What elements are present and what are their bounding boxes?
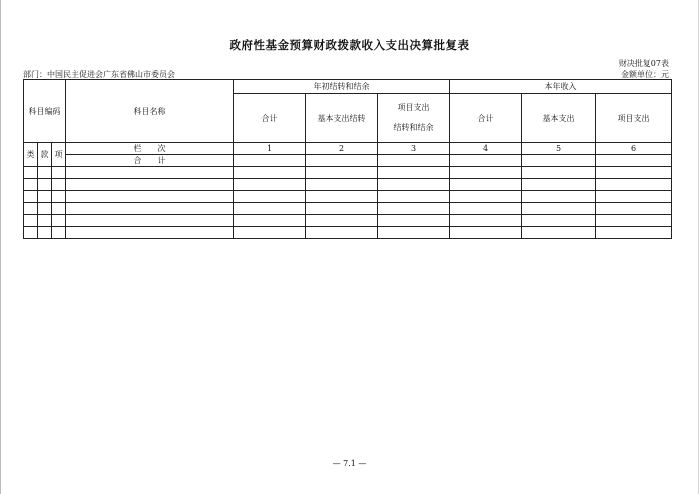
table-cell bbox=[52, 191, 66, 203]
table-cell bbox=[234, 191, 306, 203]
income-total-header: 合计 bbox=[450, 94, 522, 143]
budget-report-table bbox=[23, 79, 672, 239]
subject-name-header: 科目名称 bbox=[66, 80, 234, 143]
total-cell bbox=[378, 155, 450, 167]
kuan-header: 款 bbox=[38, 143, 52, 167]
table-cell bbox=[38, 179, 52, 191]
table-cell bbox=[596, 167, 672, 179]
begin-balance-group-header: 年初结转和结余 bbox=[234, 80, 450, 94]
table-cell bbox=[450, 179, 522, 191]
table-cell bbox=[306, 215, 378, 227]
total-cell bbox=[596, 155, 672, 167]
table-row bbox=[24, 191, 672, 203]
table-cell bbox=[66, 179, 234, 191]
page-number-footer: — 7.1 — bbox=[332, 459, 367, 468]
table-cell bbox=[306, 203, 378, 215]
table-cell bbox=[24, 167, 38, 179]
table-cell bbox=[378, 227, 450, 239]
total-cell bbox=[234, 155, 306, 167]
table-cell bbox=[234, 215, 306, 227]
table-cell bbox=[24, 179, 38, 191]
table-cell bbox=[450, 203, 522, 215]
table-cell bbox=[234, 203, 306, 215]
total-cell bbox=[522, 155, 596, 167]
table-cell bbox=[378, 215, 450, 227]
table-cell bbox=[522, 203, 596, 215]
column-number-row bbox=[24, 143, 672, 155]
table-cell bbox=[450, 167, 522, 179]
table-cell bbox=[38, 203, 52, 215]
project-carry-line2: 结转和结余 bbox=[393, 123, 434, 132]
total-cell bbox=[306, 155, 378, 167]
table-cell bbox=[52, 179, 66, 191]
table-cell bbox=[38, 167, 52, 179]
table-cell bbox=[596, 227, 672, 239]
table-cell bbox=[52, 215, 66, 227]
table-cell bbox=[596, 191, 672, 203]
col-num-4: 4 bbox=[450, 143, 522, 155]
table-cell bbox=[38, 227, 52, 239]
table-cell bbox=[378, 191, 450, 203]
table-row bbox=[24, 227, 672, 239]
col-num-3: 3 bbox=[378, 143, 450, 155]
table-cell bbox=[66, 227, 234, 239]
lei-header: 类 bbox=[24, 143, 38, 167]
table-cell bbox=[24, 215, 38, 227]
table-cell bbox=[52, 227, 66, 239]
table-cell bbox=[522, 215, 596, 227]
table-row bbox=[24, 167, 672, 179]
project-expense-header: 项目支出 bbox=[596, 94, 672, 143]
table-cell bbox=[306, 167, 378, 179]
table-cell bbox=[596, 215, 672, 227]
table-cell bbox=[66, 203, 234, 215]
year-income-group-header: 本年收入 bbox=[450, 80, 672, 94]
currency-unit: 金额单位：元 bbox=[621, 70, 669, 79]
table-cell bbox=[450, 215, 522, 227]
table-cell bbox=[38, 215, 52, 227]
total-cell bbox=[450, 155, 522, 167]
table-cell bbox=[378, 179, 450, 191]
table-cell bbox=[66, 215, 234, 227]
table-cell bbox=[306, 191, 378, 203]
col-num-5: 5 bbox=[522, 143, 596, 155]
table-row bbox=[24, 203, 672, 215]
table-cell bbox=[234, 179, 306, 191]
table-cell bbox=[522, 167, 596, 179]
table-cell bbox=[52, 203, 66, 215]
table-cell bbox=[52, 167, 66, 179]
table-row bbox=[24, 215, 672, 227]
table-cell bbox=[378, 203, 450, 215]
total-row bbox=[24, 155, 672, 167]
header-row-groups bbox=[24, 80, 672, 94]
table-cell bbox=[450, 227, 522, 239]
table-cell bbox=[306, 179, 378, 191]
table-cell bbox=[24, 227, 38, 239]
total-label: 合 计 bbox=[66, 155, 234, 167]
table-cell bbox=[66, 191, 234, 203]
department-label: 部门：中国民主促进会广东省佛山市委员会 bbox=[23, 70, 175, 79]
subject-code-header: 科目编码 bbox=[24, 80, 66, 143]
col-num-1: 1 bbox=[234, 143, 306, 155]
basic-carry-header: 基本支出结转 bbox=[306, 94, 378, 143]
table-cell bbox=[522, 191, 596, 203]
table-cell bbox=[234, 167, 306, 179]
table-cell bbox=[450, 191, 522, 203]
table-cell bbox=[596, 203, 672, 215]
project-carry-header bbox=[378, 94, 450, 143]
project-carry-line1: 项目支出 bbox=[397, 103, 430, 112]
basic-expense-header: 基本支出 bbox=[522, 94, 596, 143]
table-cell bbox=[38, 191, 52, 203]
form-code: 财决批复07表 bbox=[618, 59, 669, 68]
begin-total-header: 合计 bbox=[234, 94, 306, 143]
table-cell bbox=[522, 227, 596, 239]
page-title: 政府性基金预算财政拨款收入支出决算批复表 bbox=[229, 38, 470, 52]
table-cell bbox=[24, 191, 38, 203]
table-cell bbox=[378, 167, 450, 179]
table-cell bbox=[24, 203, 38, 215]
col-num-2: 2 bbox=[306, 143, 378, 155]
table-cell bbox=[596, 179, 672, 191]
table-cell bbox=[306, 227, 378, 239]
page-edge-left bbox=[0, 0, 1, 494]
table-cell bbox=[66, 167, 234, 179]
table-row bbox=[24, 179, 672, 191]
lan-ci-label: 栏 次 bbox=[66, 143, 234, 155]
xiang-header: 项 bbox=[52, 143, 66, 167]
table-cell bbox=[234, 227, 306, 239]
col-num-6: 6 bbox=[596, 143, 672, 155]
table-cell bbox=[522, 179, 596, 191]
